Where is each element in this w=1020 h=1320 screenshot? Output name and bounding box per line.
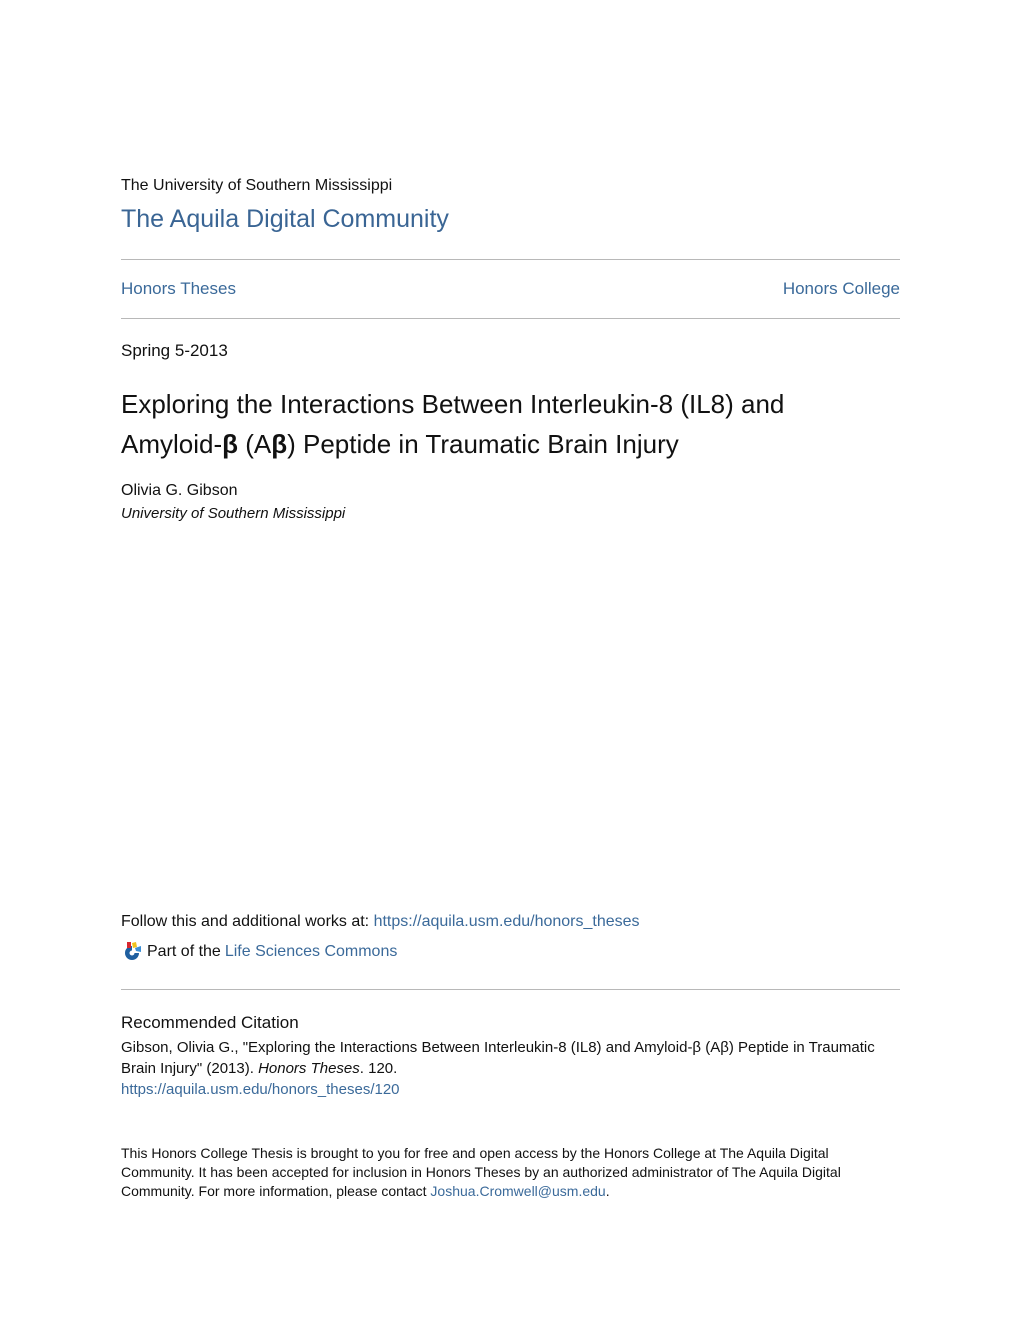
author-affiliation: University of Southern Mississippi [121,505,346,522]
citation-body: Gibson, Olivia G., "Exploring the Interactions Between Interleukin-8 (IL8) and Amyloid-β (Aβ) Peptide in Traumatic Brain Injury" (2013). [121,1039,875,1077]
citation-heading: Recommended Citation [121,1013,299,1032]
citation-series: Honors Theses [258,1060,360,1077]
beta-symbol: β [222,429,239,459]
notice-end: . [605,1183,610,1199]
university-name: The University of Southern Mississippi [121,177,393,194]
access-notice [121,1144,901,1201]
beta-symbol: β [271,429,288,459]
title-part: ) Peptide in Traumatic Brain Injury [287,429,679,459]
document-title [121,384,881,464]
citation-url-link[interactable]: https://aquila.usm.edu/honors_theses/120 [121,1081,400,1098]
author-name: Olivia G. Gibson [121,482,238,499]
follow-link[interactable]: https://aquila.usm.edu/honors_theses [373,913,640,930]
citation-text [121,1037,901,1100]
divider [121,259,900,260]
repository-link[interactable]: The Aquila Digital Community [121,205,449,233]
title-part: (A [238,429,272,459]
citation-number: . 120. [359,1060,398,1077]
follow-label: Follow this and additional works at: [121,913,374,930]
publication-date: Spring 5-2013 [121,341,228,360]
part-of-label: Part of the [147,943,221,960]
notice-text: This Honors College Thesis is brought to you for free and open access by the Honors College at The Aquila Digital Community. It has been accepted for inclusion in Honors Theses by an authorized administrator of The Aquila Digital Community. For more information, please contact [121,1145,841,1199]
life-sciences-commons-link[interactable]: Life Sciences Commons [224,943,398,960]
follow-line [121,913,640,931]
part-of-line [121,941,397,963]
breadcrumb-honors-college[interactable]: Honors College [782,279,900,298]
divider [121,989,900,990]
contact-email-link[interactable]: Joshua.Cromwell@usm.edu [430,1183,606,1199]
network-commons-icon [121,941,143,963]
title-line-1: Exploring the Interactions Between Interleukin-8 (IL8) and [121,389,785,419]
divider [121,318,900,319]
title-part: Amyloid- [121,429,223,459]
breadcrumb-honors-theses[interactable]: Honors Theses [121,279,236,298]
